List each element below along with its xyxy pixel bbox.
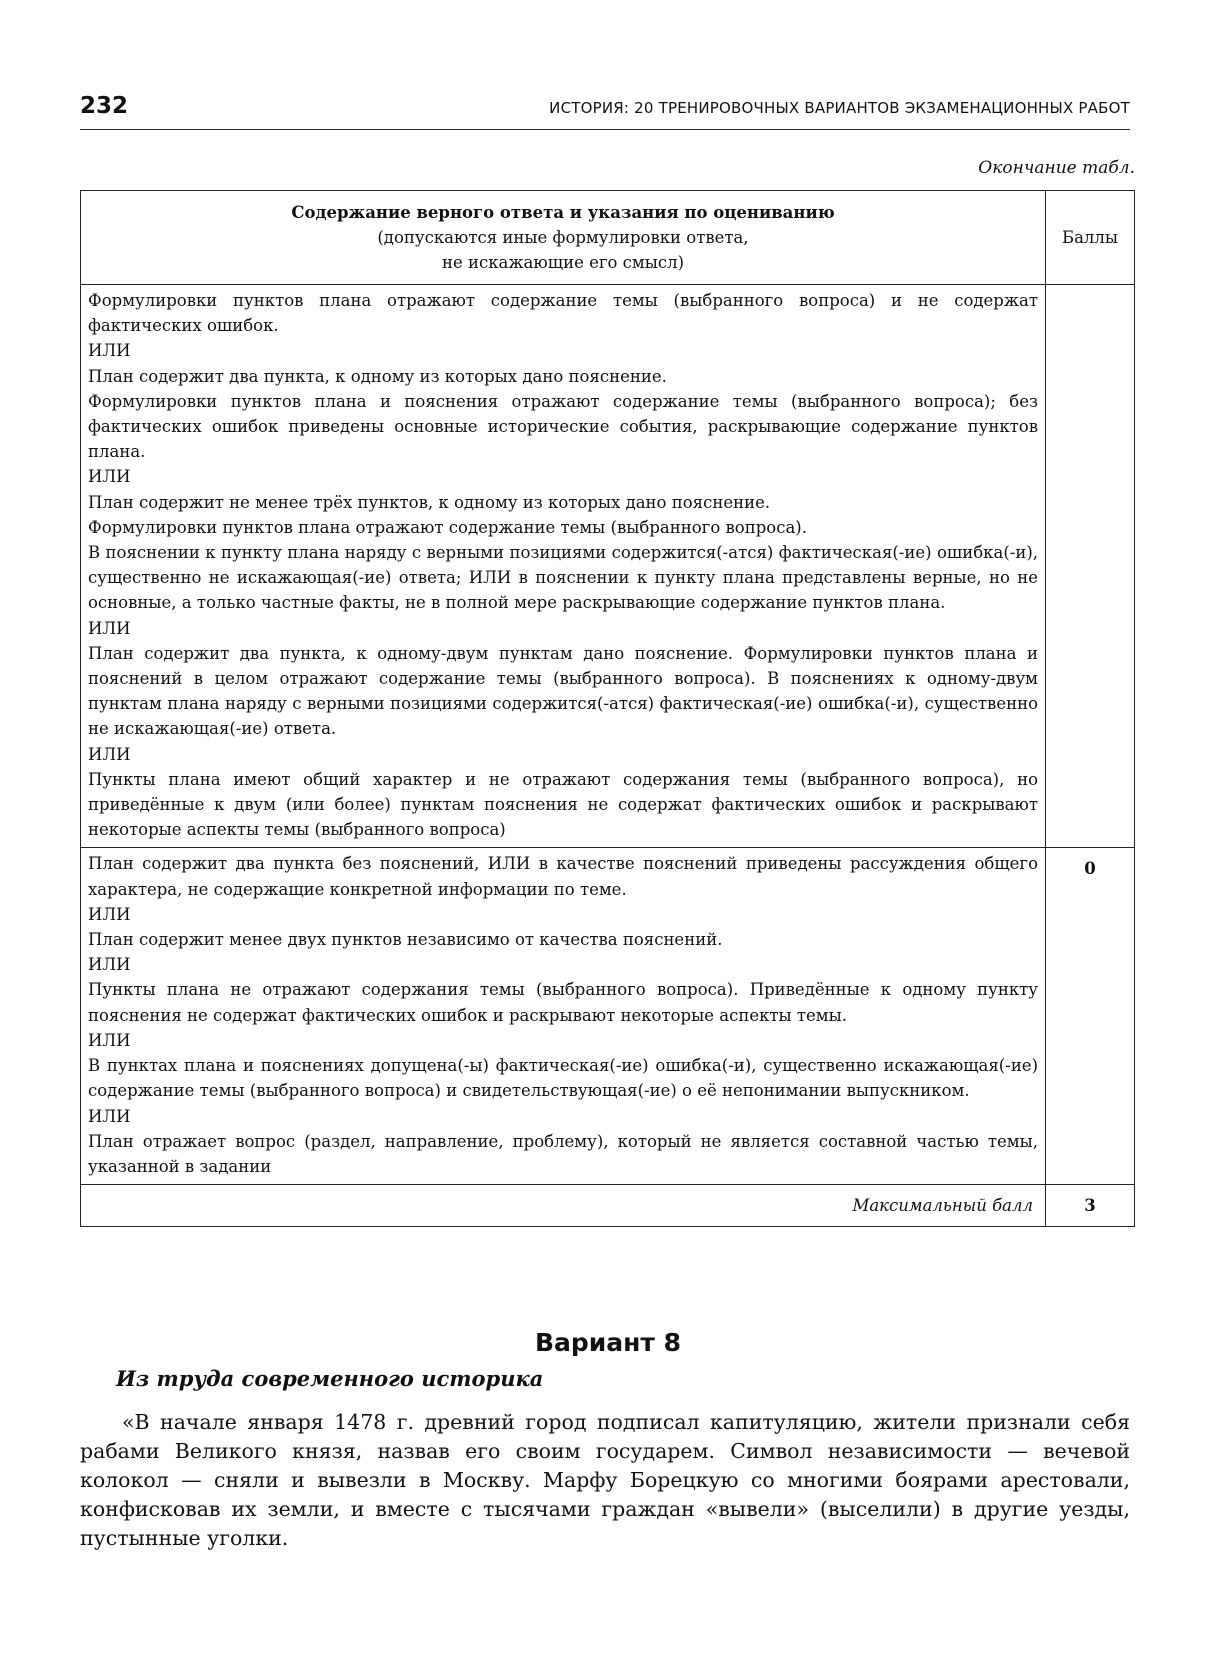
criteria-line: ИЛИ xyxy=(88,1106,131,1126)
criteria-line: Формулировки пунктов плана и пояснения отражают содержание темы (выбранного вопроса); без фактических ошибок приведены основные исторические события, раскрывающие содержание пунктов плана. xyxy=(88,391,1039,462)
criteria-line: ИЛИ xyxy=(88,744,131,764)
criteria-line: Пункты плана имеют общий характер и не отражают содержания темы (выбранного вопроса), но приведённые к двум (или более) пунктам пояснения не содержат фактических ошибок и раскрывают некоторые аспекты темы (выбранного вопроса) xyxy=(88,769,1039,840)
content-header-note-1: (допускаются иные формулировки ответа, xyxy=(377,227,749,247)
criteria-line: ИЛИ xyxy=(88,1030,131,1050)
criteria-line: План содержит менее двух пунктов независимо от качества пояснений. xyxy=(88,930,723,950)
criteria-line: План содержит два пункта, к одному-двум пунктам дано пояснение. Формулировки пунктов плана и пояснений в целом отражают содержание темы (выбранного вопроса). В пояснениях к одному-двум пунктам плана наряду с верными позициями содержится(-атся) фактическая(-ие) ошибка(-и), существенно не искажающая(-ие) ответа. xyxy=(88,643,1039,739)
content-header-cell xyxy=(81,191,1046,285)
criteria-line: В пунктах плана и пояснениях допущена(-ы) фактическая(-ие) ошибка(-и), существенно искажающая(-ие) содержание темы (выбранного вопроса) и свидетельствующая(-ие) о её непонимании выпускником. xyxy=(88,1056,1039,1101)
table-row xyxy=(81,848,1135,1185)
criteria-line: План содержит не менее трёх пунктов, к одному из которых дано пояснение. xyxy=(88,492,771,512)
page-number: 232 xyxy=(80,93,129,119)
criteria-line: ИЛИ xyxy=(88,467,131,487)
table-row xyxy=(81,285,1135,848)
content-header-note-2: не искажающие его смысл) xyxy=(441,253,685,273)
criteria-cell xyxy=(81,848,1046,1185)
variant-title: Вариант 8 xyxy=(534,1328,682,1357)
points-cell: 0 xyxy=(1046,848,1135,1185)
criteria-cell xyxy=(81,285,1046,848)
max-score-label: Максимальный балл xyxy=(81,1185,1046,1227)
points-header-cell: Баллы xyxy=(1046,191,1135,285)
grading-table xyxy=(80,190,1135,1227)
criteria-line: План содержит два пункта без пояснений, ИЛИ в качестве пояснений приведены рассуждения общего характера, не содержащие конкретной информации по теме. xyxy=(88,854,1039,899)
criteria-line: ИЛИ xyxy=(88,618,131,638)
table-caption: Окончание табл. xyxy=(978,158,1135,178)
criteria-line: ИЛИ xyxy=(88,904,131,924)
content-header-title: Содержание верного ответа и указания по оцениванию xyxy=(291,202,835,222)
page-header xyxy=(80,93,1130,130)
criteria-line: План содержит два пункта, к одному из которых дано пояснение. xyxy=(88,366,667,386)
table-header-row xyxy=(81,191,1135,285)
criteria-line: В пояснении к пункту плана наряду с верными позициями содержится(-атся) фактическая(-ие) ошибка(-и), существенно не искажающая(-ие) ответа; ИЛИ в пояснении к пункту плана представлены верные, но не основные, а только частные факты, не в полной мере раскрывающие содержание пунктов плана. xyxy=(88,543,1039,613)
source-title: Из труда современного историка xyxy=(116,1366,544,1391)
criteria-line: ИЛИ xyxy=(88,341,131,361)
criteria-line: ИЛИ xyxy=(88,955,131,975)
criteria-line: Пункты плана не отражают содержания темы (выбранного вопроса). Приведённые к одному пункту пояснения не содержат фактических ошибок и раскрывают некоторые аспекты темы. xyxy=(88,980,1039,1025)
criteria-line: Формулировки пунктов плана отражают содержание темы (выбранного вопроса). xyxy=(88,517,807,537)
criteria-line: План отражает вопрос (раздел, направление, проблему), который не является составной частью темы, указанной в задании xyxy=(88,1131,1039,1176)
criteria-line: Формулировки пунктов плана отражают содержание темы (выбранного вопроса) и не содержат фактических ошибок. xyxy=(88,291,1039,336)
running-title: ИСТОРИЯ: 20 ТРЕНИРОВОЧНЫХ ВАРИАНТОВ ЭКЗАМЕНАЦИОННЫХ РАБОТ xyxy=(549,99,1130,117)
source-passage: «В начале января 1478 г. древний город подписал капитуляцию, жители признали себя рабами Великого князя, назвав его своим государем. Символ независимости — вечевой колокол — сняли и вывезли в Москву. Марфу Борецкую со многими боярами арестовали, конфисковав их земли, и вместе с тысячами граждан «вывели» (выселили) в другие уезды, пустынные уголки. xyxy=(80,1410,1130,1550)
total-row xyxy=(81,1185,1135,1227)
max-score-value: 3 xyxy=(1046,1185,1135,1227)
points-cell xyxy=(1046,285,1135,848)
